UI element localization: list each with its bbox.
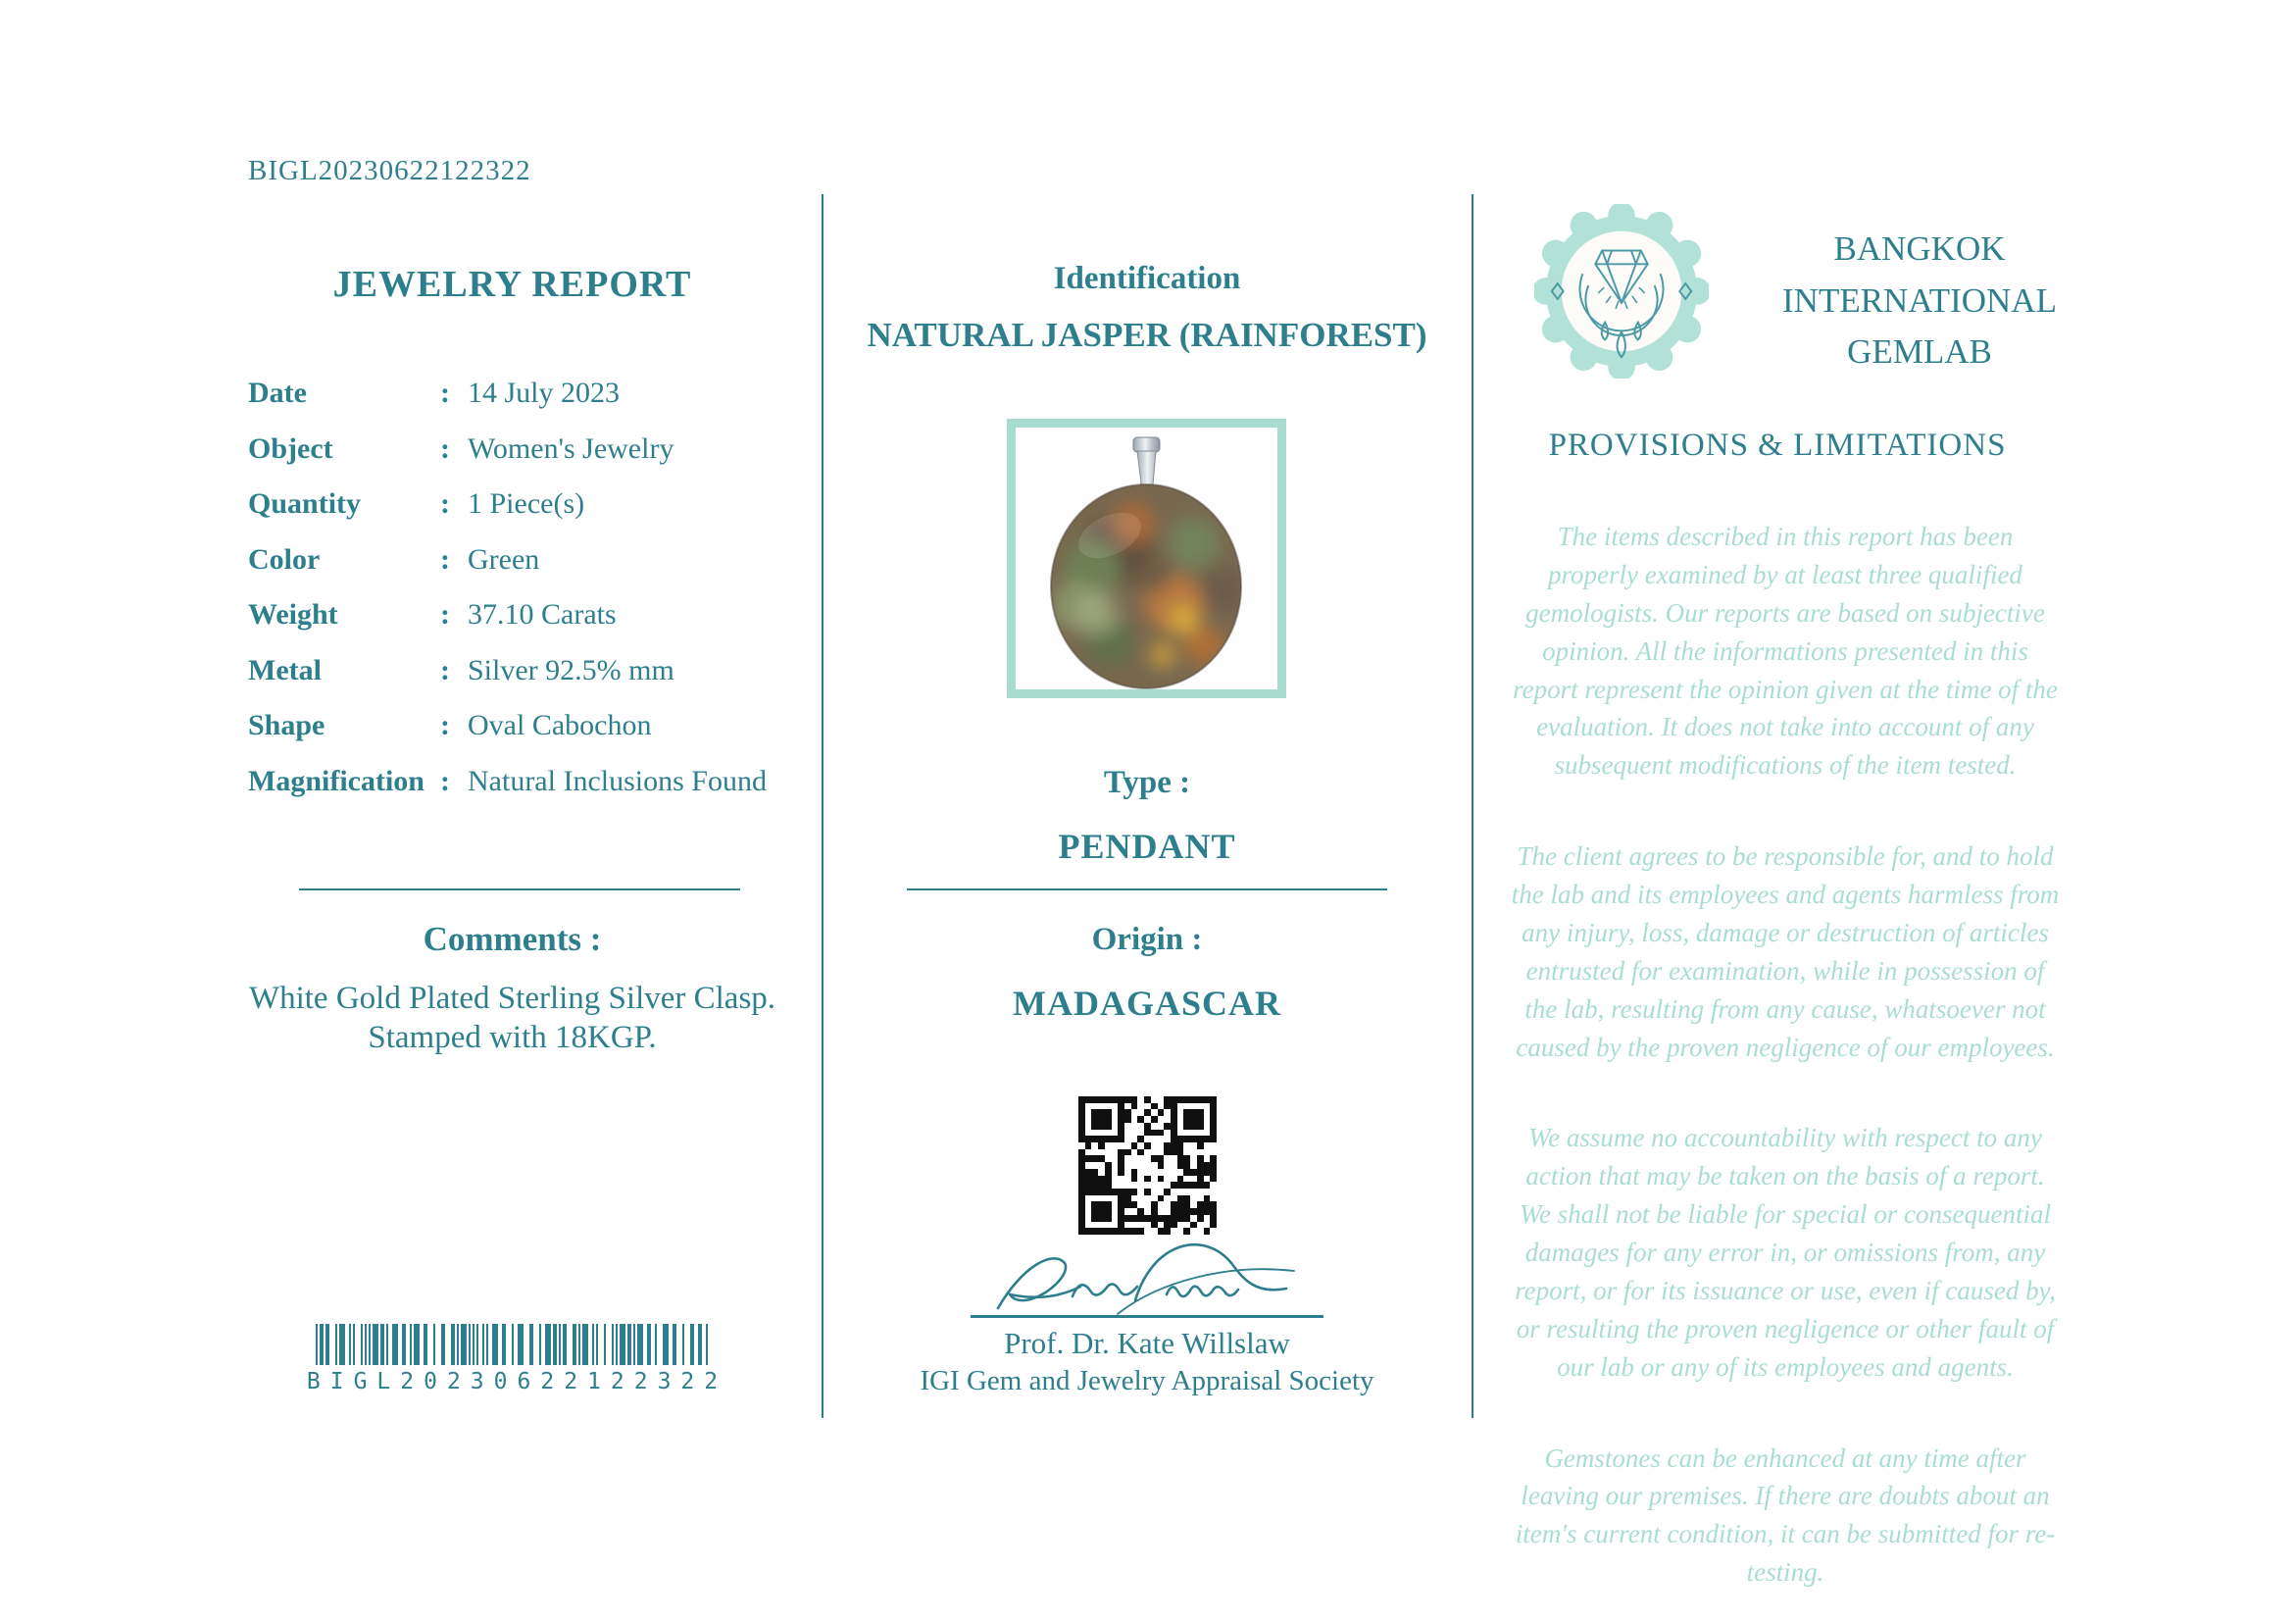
field-value: Natural Inclusions Found bbox=[468, 764, 767, 797]
signatory-name: Prof. Dr. Kate Willslaw bbox=[1004, 1326, 1290, 1360]
field-colon: : bbox=[440, 542, 450, 576]
column-divider-right bbox=[1472, 194, 1473, 1418]
field-value: Oval Cabochon bbox=[468, 709, 652, 741]
provisions-text bbox=[1511, 518, 2060, 1621]
comments-text bbox=[245, 979, 779, 1058]
barcode-bars bbox=[245, 1324, 779, 1365]
field-colon: : bbox=[440, 709, 450, 741]
field-label: Magnification bbox=[248, 764, 424, 797]
identification-heading: Identification bbox=[1053, 261, 1241, 296]
type-label: Type : bbox=[1103, 765, 1191, 800]
barcode-text: BIGL20230622122322 bbox=[306, 1369, 728, 1394]
field-colon: : bbox=[440, 431, 450, 465]
field-row-magnification bbox=[248, 766, 782, 797]
signatory-organization: IGI Gem and Jewelry Appraisal Society bbox=[920, 1365, 1374, 1396]
type-value: PENDANT bbox=[1058, 827, 1236, 866]
field-value: Women's Jewelry bbox=[468, 431, 674, 465]
provision-paragraph-4: Gemstones can be enhanced at any time after leaving our premises. If there are doubts about an item's current condition, it can be submitted for re-testing. bbox=[1515, 1443, 2056, 1588]
field-label: Color bbox=[248, 542, 321, 576]
field-label: Date bbox=[248, 377, 307, 409]
field-row-object bbox=[248, 433, 782, 465]
field-colon: : bbox=[440, 487, 450, 520]
comment-line-2: Stamped with 18KGP. bbox=[368, 1020, 657, 1056]
field-value: 1 Piece(s) bbox=[468, 487, 585, 520]
report-serial: BIGL20230622122322 bbox=[248, 155, 531, 186]
column-divider-left bbox=[822, 194, 824, 1418]
provision-paragraph-3: We assume no accountability with respect to any action that may be taken on the basis of a report. We shall not be liable for special or consequential damages for any error in, or omissions from, any report, or for its issuance or use, even if caused by, or resulting the proven negligence or other fault of our lab or any of its employees and agents. bbox=[1515, 1123, 2056, 1382]
field-value: Green bbox=[468, 542, 540, 576]
provision-paragraph-1: The items described in this report has been properly examined by at least three qualified gemologists. Our reports are based on subjective opinion. All the informations presented in this report represent the opinion given at the time of the evaluation. It does not take into account of any subsequent modifications of the item tested. bbox=[1513, 522, 2058, 781]
field-value: 14 July 2023 bbox=[468, 377, 621, 409]
pendant-image bbox=[1016, 428, 1277, 689]
lab-name-line-2: INTERNATIONAL bbox=[1782, 280, 2057, 320]
field-value: 37.10 Carats bbox=[468, 598, 617, 631]
provisions-title: PROVISIONS & LIMITATIONS bbox=[1548, 428, 2007, 463]
lab-name-line-1: BANGKOK bbox=[1833, 229, 2006, 268]
field-colon: : bbox=[440, 377, 450, 409]
field-row-color bbox=[248, 544, 782, 576]
comment-line-1: White Gold Plated Sterling Silver Clasp. bbox=[248, 981, 776, 1016]
origin-label: Origin : bbox=[1091, 922, 1203, 957]
field-label: Object bbox=[248, 431, 333, 465]
field-row-date bbox=[248, 378, 782, 409]
type-origin-divider bbox=[907, 888, 1387, 890]
field-row-weight bbox=[248, 599, 782, 631]
report-title: JEWELRY REPORT bbox=[332, 264, 692, 305]
field-colon: : bbox=[440, 764, 450, 797]
field-value: Silver 92.5% mm bbox=[468, 653, 674, 686]
field-row-metal bbox=[248, 655, 782, 686]
gem-name: NATURAL JASPER (RAINFOREST) bbox=[867, 316, 1427, 354]
report-fields bbox=[248, 378, 782, 821]
field-label: Shape bbox=[248, 709, 325, 741]
field-colon: : bbox=[440, 653, 450, 686]
field-label: Metal bbox=[248, 653, 322, 686]
field-colon: : bbox=[440, 598, 450, 631]
signature-script bbox=[971, 1224, 1323, 1322]
origin-value: MADAGASCAR bbox=[1013, 984, 1281, 1023]
pendant-photo bbox=[1007, 419, 1286, 698]
comments-heading: Comments : bbox=[423, 920, 602, 958]
field-row-quantity bbox=[248, 488, 782, 520]
field-label: Weight bbox=[248, 598, 338, 631]
provision-paragraph-2: The client agrees to be responsible for, and to hold the lab and its employees and agents harmless from any injury, loss, damage or destruction of articles entrusted for examination, while in possession of the lab, resulting from any cause, whatsoever not caused by the proven negligence of our employees. bbox=[1511, 841, 2060, 1062]
lab-name bbox=[1723, 224, 2116, 379]
comments-divider bbox=[299, 888, 740, 890]
signature-divider bbox=[971, 1315, 1323, 1318]
field-label: Quantity bbox=[248, 487, 362, 520]
lab-name-line-3: GEMLAB bbox=[1847, 332, 1992, 371]
field-row-shape bbox=[248, 710, 782, 741]
qr-code bbox=[1078, 1096, 1217, 1235]
gemlab-logo bbox=[1534, 204, 1709, 379]
